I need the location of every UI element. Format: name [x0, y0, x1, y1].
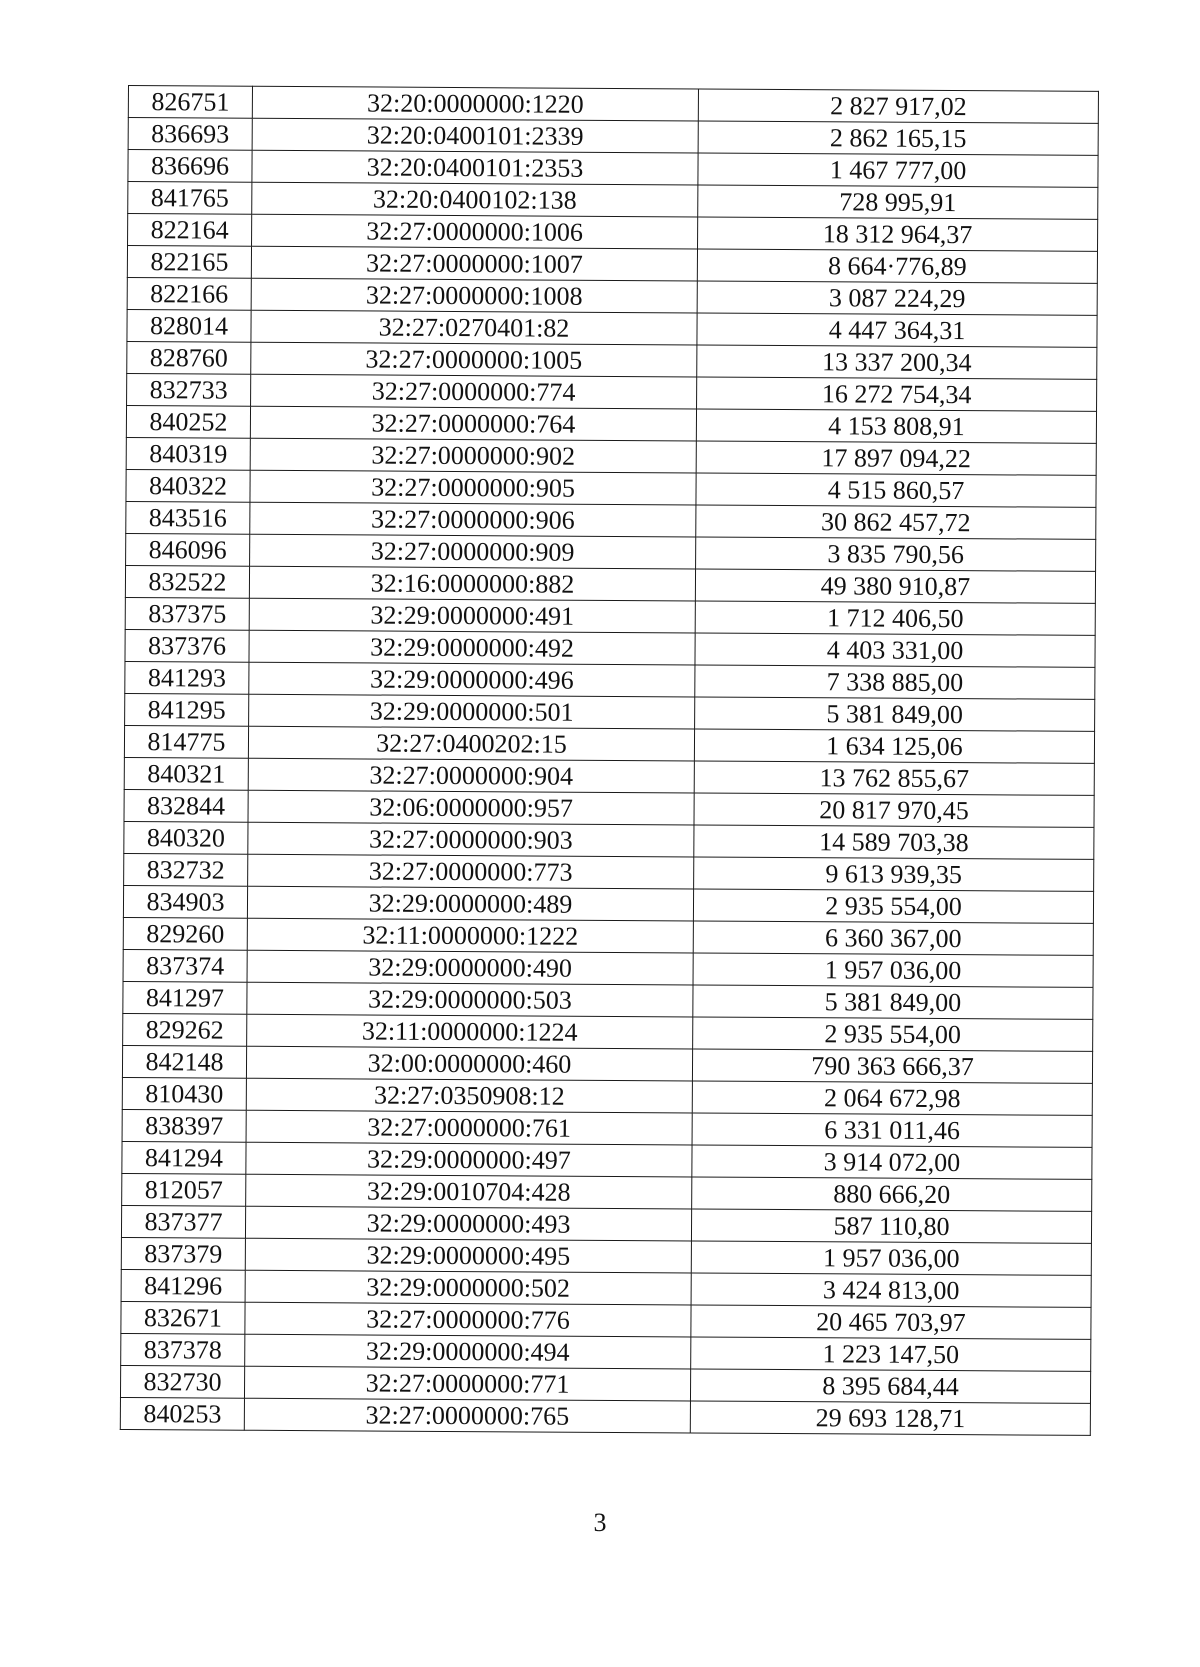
- value-cell: 8 395 684,44: [690, 1369, 1090, 1403]
- record-id-cell: 841293: [125, 661, 249, 694]
- record-id-cell: 822164: [128, 214, 252, 247]
- cadastral-number-cell: 32:20:0400102:138: [252, 182, 698, 217]
- value-cell: 2 862 165,15: [698, 121, 1098, 155]
- cadastral-number-cell: 32:20:0000000:1220: [252, 86, 698, 121]
- record-id-cell: 842148: [122, 1045, 246, 1078]
- cadastral-number-cell: 32:27:0000000:765: [244, 1398, 690, 1433]
- record-id-cell: 840253: [120, 1397, 244, 1430]
- table-row: [120, 1397, 1090, 1435]
- record-id-cell: 841296: [121, 1269, 245, 1302]
- record-id-cell: 837375: [125, 597, 249, 630]
- record-id-cell: 822165: [127, 246, 251, 279]
- record-id-cell: 837378: [121, 1333, 245, 1366]
- cadastral-number-cell: 32:27:0000000:905: [250, 470, 696, 505]
- record-id-cell: 832671: [121, 1301, 245, 1334]
- record-id-cell: 836693: [128, 118, 252, 151]
- value-cell: 1 957 036,00: [691, 1241, 1091, 1275]
- record-id-cell: 840319: [126, 437, 250, 470]
- value-cell: 2 827 917,02: [698, 89, 1098, 123]
- value-cell: 3 087 224,29: [697, 281, 1097, 315]
- record-id-cell: 836696: [128, 150, 252, 183]
- cadastral-number-cell: 32:29:0000000:490: [247, 950, 693, 985]
- cadastral-number-cell: 32:27:0000000:902: [250, 438, 696, 473]
- value-cell: 1 223 147,50: [691, 1337, 1091, 1371]
- value-cell: 29 693 128,71: [690, 1401, 1090, 1435]
- cadastral-number-cell: 32:29:0000000:502: [245, 1270, 691, 1305]
- value-cell: 4 515 860,57: [696, 473, 1096, 507]
- record-id-cell: 841294: [122, 1141, 246, 1174]
- value-cell: 17 897 094,22: [696, 441, 1096, 475]
- cadastral-number-cell: 32:27:0000000:1006: [252, 214, 698, 249]
- value-cell: 1 467 777,00: [698, 153, 1098, 187]
- record-id-cell: 812057: [122, 1173, 246, 1206]
- value-cell: 8 664·776,89: [697, 249, 1097, 283]
- record-id-cell: 810430: [122, 1077, 246, 1110]
- value-cell: 790 363 666,37: [692, 1049, 1092, 1083]
- value-cell: 13 337 200,34: [697, 345, 1097, 379]
- record-id-cell: 841297: [123, 981, 247, 1014]
- page-number: 3: [593, 1508, 607, 1537]
- cadastral-number-cell: 32:29:0000000:492: [249, 630, 695, 665]
- value-cell: 16 272 754,34: [697, 377, 1097, 411]
- cadastral-number-cell: 32:27:0000000:903: [248, 822, 694, 857]
- cadastral-number-cell: 32:29:0010704:428: [246, 1174, 692, 1209]
- cadastral-number-cell: 32:27:0000000:774: [251, 374, 697, 409]
- cadastral-number-cell: 32:16:0000000:882: [249, 566, 695, 601]
- cadastral-number-cell: 32:20:0400101:2339: [252, 118, 698, 153]
- value-cell: 1 634 125,06: [694, 729, 1094, 763]
- cadastral-number-cell: 32:29:0000000:503: [247, 982, 693, 1017]
- record-id-cell: 832732: [124, 853, 248, 886]
- value-cell: 3 424 813,00: [691, 1273, 1091, 1307]
- cadastral-number-cell: 32:27:0000000:776: [245, 1302, 691, 1337]
- value-cell: 49 380 910,87: [695, 569, 1095, 603]
- cadastral-number-cell: 32:29:0000000:494: [245, 1334, 691, 1369]
- value-cell: 4 403 331,00: [695, 633, 1095, 667]
- value-cell: 18 312 964,37: [698, 217, 1098, 251]
- record-id-cell: 832844: [124, 789, 248, 822]
- value-cell: 5 381 849,00: [695, 697, 1095, 731]
- cadastral-number-cell: 32:27:0000000:904: [248, 758, 694, 793]
- record-id-cell: 826751: [128, 86, 252, 119]
- value-cell: 587 110,80: [691, 1209, 1091, 1243]
- cadastral-number-cell: 32:27:0000000:764: [250, 406, 696, 441]
- record-id-cell: 829262: [123, 1013, 247, 1046]
- record-id-cell: 837374: [123, 949, 247, 982]
- cadastral-number-cell: 32:20:0400101:2353: [252, 150, 698, 185]
- value-cell: 9 613 939,35: [694, 857, 1094, 891]
- value-cell: 4 447 364,31: [697, 313, 1097, 347]
- record-id-cell: 832733: [127, 373, 251, 406]
- cadastral-number-cell: 32:29:0000000:491: [249, 598, 695, 633]
- record-id-cell: 837376: [125, 629, 249, 662]
- record-id-cell: 840321: [124, 757, 248, 790]
- cadastral-number-cell: 32:27:0000000:1008: [251, 278, 697, 313]
- value-cell: 2 935 554,00: [693, 1017, 1093, 1051]
- cadastral-number-cell: 32:27:0000000:771: [244, 1366, 690, 1401]
- value-cell: 2 935 554,00: [693, 889, 1093, 923]
- record-id-cell: 814775: [124, 725, 248, 758]
- value-cell: 1 712 406,50: [695, 601, 1095, 635]
- record-id-cell: 840322: [126, 469, 250, 502]
- record-id-cell: 822166: [127, 277, 251, 310]
- cadastral-number-cell: 32:29:0000000:493: [245, 1206, 691, 1241]
- value-cell: 20 817 970,45: [694, 793, 1094, 827]
- record-id-cell: 837377: [121, 1205, 245, 1238]
- cadastral-number-cell: 32:29:0000000:489: [247, 886, 693, 921]
- cadastral-number-cell: 32:06:0000000:957: [248, 790, 694, 825]
- record-id-cell: 838397: [122, 1109, 246, 1142]
- cadastral-number-cell: 32:27:0350908:12: [246, 1078, 692, 1113]
- cadastral-number-cell: 32:27:0000000:773: [248, 854, 694, 889]
- cadastral-number-cell: 32:29:0000000:497: [246, 1142, 692, 1177]
- value-cell: 14 589 703,38: [694, 825, 1094, 859]
- record-id-cell: 832730: [120, 1365, 244, 1398]
- value-cell: 20 465 703,97: [691, 1305, 1091, 1339]
- cadastral-number-cell: 32:29:0000000:501: [249, 694, 695, 729]
- value-cell: 3 835 790,56: [696, 537, 1096, 571]
- value-cell: 880 666,20: [692, 1177, 1092, 1211]
- record-id-cell: 832522: [125, 565, 249, 598]
- value-cell: 5 381 849,00: [693, 985, 1093, 1019]
- cadastral-number-cell: 32:29:0000000:496: [249, 662, 695, 697]
- cadastral-number-cell: 32:27:0000000:906: [250, 502, 696, 537]
- cadastral-number-cell: 32:27:0000000:1007: [251, 246, 697, 281]
- record-id-cell: 834903: [123, 885, 247, 918]
- cadastral-number-cell: 32:27:0400202:15: [248, 726, 694, 761]
- record-id-cell: 843516: [126, 501, 250, 534]
- registry-table: [120, 85, 1099, 1436]
- cadastral-number-cell: 32:27:0000000:1005: [251, 342, 697, 377]
- value-cell: 4 153 808,91: [696, 409, 1096, 443]
- record-id-cell: 837379: [121, 1237, 245, 1270]
- cadastral-number-cell: 32:27:0270401:82: [251, 310, 697, 345]
- value-cell: 2 064 672,98: [692, 1081, 1092, 1115]
- registry-table-body: [120, 86, 1098, 1436]
- value-cell: 1 957 036,00: [693, 953, 1093, 987]
- record-id-cell: 841765: [128, 182, 252, 215]
- value-cell: 30 862 457,72: [696, 505, 1096, 539]
- record-id-cell: 846096: [126, 533, 250, 566]
- record-id-cell: 829260: [123, 917, 247, 950]
- cadastral-number-cell: 32:11:0000000:1224: [247, 1014, 693, 1049]
- record-id-cell: 828760: [127, 341, 251, 374]
- value-cell: 7 338 885,00: [695, 665, 1095, 699]
- cadastral-number-cell: 32:27:0000000:761: [246, 1110, 692, 1145]
- record-id-cell: 840320: [124, 821, 248, 854]
- cadastral-number-cell: 32:29:0000000:495: [245, 1238, 691, 1273]
- cadastral-number-cell: 32:00:0000000:460: [246, 1046, 692, 1081]
- cadastral-number-cell: 32:27:0000000:909: [250, 534, 696, 569]
- record-id-cell: 828014: [127, 309, 251, 342]
- value-cell: 3 914 072,00: [692, 1145, 1092, 1179]
- value-cell: 13 762 855,67: [694, 761, 1094, 795]
- record-id-cell: 840252: [126, 405, 250, 438]
- cadastral-number-cell: 32:11:0000000:1222: [247, 918, 693, 953]
- value-cell: 6 360 367,00: [693, 921, 1093, 955]
- value-cell: 6 331 011,46: [692, 1113, 1092, 1147]
- value-cell: 728 995,91: [698, 185, 1098, 219]
- record-id-cell: 841295: [125, 693, 249, 726]
